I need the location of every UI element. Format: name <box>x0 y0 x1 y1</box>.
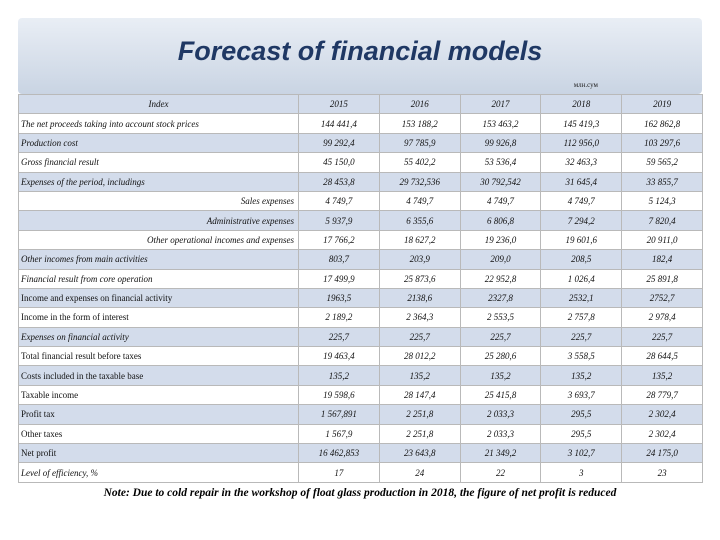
cell-value: 225,7 <box>299 327 380 346</box>
cell-value: 25 873,6 <box>379 269 460 288</box>
header-year: 2017 <box>460 95 541 114</box>
table-header-row <box>19 95 703 114</box>
header-year: 2018 <box>541 95 622 114</box>
cell-value: 17 499,9 <box>299 269 380 288</box>
cell-value: 153 188,2 <box>379 114 460 133</box>
cell-value: 135,2 <box>541 366 622 385</box>
row-label: Other operational incomes and expenses <box>19 230 299 249</box>
row-label: Level of efficiency, % <box>19 463 299 482</box>
cell-value: 20 911,0 <box>622 230 703 249</box>
cell-value: 6 806,8 <box>460 211 541 230</box>
page-title: Forecast of financial models <box>177 36 543 66</box>
cell-value: 3 558,5 <box>541 347 622 366</box>
cell-value: 295,5 <box>541 405 622 424</box>
cell-value: 1 567,891 <box>299 405 380 424</box>
cell-value: 2 189,2 <box>299 308 380 327</box>
cell-value: 135,2 <box>379 366 460 385</box>
cell-value: 3 <box>541 463 622 482</box>
cell-value: 19 601,6 <box>541 230 622 249</box>
cell-value: 803,7 <box>299 250 380 269</box>
table-row <box>19 405 703 424</box>
table-row <box>19 191 703 210</box>
cell-value: 33 855,7 <box>622 172 703 191</box>
row-label: Financial result from core operation <box>19 269 299 288</box>
row-label: Total financial result before taxes <box>19 347 299 366</box>
table-row <box>19 153 703 172</box>
cell-value: 99 292,4 <box>299 133 380 152</box>
table-row <box>19 133 703 152</box>
row-label: Other incomes from main activities <box>19 250 299 269</box>
cell-value: 32 463,3 <box>541 153 622 172</box>
cell-value: 145 419,3 <box>541 114 622 133</box>
cell-value: 45 150,0 <box>299 153 380 172</box>
cell-value: 18 627,2 <box>379 230 460 249</box>
row-label: Expenses on financial activity <box>19 327 299 346</box>
cell-value: 17 <box>299 463 380 482</box>
table-row <box>19 308 703 327</box>
header-year: 2019 <box>622 95 703 114</box>
cell-value: 182,4 <box>622 250 703 269</box>
cell-value: 2 251,8 <box>379 424 460 443</box>
table-row <box>19 424 703 443</box>
row-label: Production cost <box>19 133 299 152</box>
cell-value: 17 766,2 <box>299 230 380 249</box>
cell-value: 6 355,6 <box>379 211 460 230</box>
cell-value: 19 463,4 <box>299 347 380 366</box>
cell-value: 25 891,8 <box>622 269 703 288</box>
cell-value: 2 251,8 <box>379 405 460 424</box>
cell-value: 2327,8 <box>460 288 541 307</box>
currency-unit: млн.сум <box>573 81 598 89</box>
cell-value: 2 978,4 <box>622 308 703 327</box>
row-label: Sales expenses <box>19 191 299 210</box>
cell-value: 162 862,8 <box>622 114 703 133</box>
row-label: Taxable income <box>19 385 299 404</box>
cell-value: 97 785,9 <box>379 133 460 152</box>
row-label: Administrative expenses <box>19 211 299 230</box>
cell-value: 225,7 <box>622 327 703 346</box>
cell-value: 5 124,3 <box>622 191 703 210</box>
cell-value: 28 779,7 <box>622 385 703 404</box>
footnote: Note: Due to cold repair in the workshop of float glass production in 2018, the figure of net profit is reduced <box>103 487 617 499</box>
header-index: Index <box>19 95 299 114</box>
financial-forecast-table <box>18 94 703 483</box>
cell-value: 23 643,8 <box>379 444 460 463</box>
cell-value: 25 280,6 <box>460 347 541 366</box>
cell-value: 59 565,2 <box>622 153 703 172</box>
cell-value: 4 749,7 <box>379 191 460 210</box>
cell-value: 135,2 <box>299 366 380 385</box>
row-label: Income and expenses on financial activity <box>19 288 299 307</box>
table-row <box>19 250 703 269</box>
cell-value: 28 012,2 <box>379 347 460 366</box>
table-row <box>19 327 703 346</box>
table-row <box>19 288 703 307</box>
cell-value: 31 645,4 <box>541 172 622 191</box>
row-label: Net profit <box>19 444 299 463</box>
cell-value: 209,0 <box>460 250 541 269</box>
row-label: Income in the form of interest <box>19 308 299 327</box>
cell-value: 3 102,7 <box>541 444 622 463</box>
cell-value: 2138,6 <box>379 288 460 307</box>
unit-row <box>18 80 702 94</box>
cell-value: 19 236,0 <box>460 230 541 249</box>
cell-value: 7 820,4 <box>622 211 703 230</box>
cell-value: 2 033,3 <box>460 405 541 424</box>
cell-value: 7 294,2 <box>541 211 622 230</box>
cell-value: 1 567,9 <box>299 424 380 443</box>
cell-value: 225,7 <box>460 327 541 346</box>
cell-value: 22 952,8 <box>460 269 541 288</box>
table-row <box>19 385 703 404</box>
cell-value: 2 364,3 <box>379 308 460 327</box>
cell-value: 135,2 <box>622 366 703 385</box>
cell-value: 21 349,2 <box>460 444 541 463</box>
cell-value: 28 147,4 <box>379 385 460 404</box>
table-row <box>19 269 703 288</box>
row-label: Profit tax <box>19 405 299 424</box>
cell-value: 4 749,7 <box>541 191 622 210</box>
cell-value: 225,7 <box>541 327 622 346</box>
cell-value: 208,5 <box>541 250 622 269</box>
table-row <box>19 444 703 463</box>
row-label: Gross financial result <box>19 153 299 172</box>
cell-value: 153 463,2 <box>460 114 541 133</box>
table-row <box>19 366 703 385</box>
row-label: The net proceeds taking into account stock prices <box>19 114 299 133</box>
cell-value: 2532,1 <box>541 288 622 307</box>
cell-value: 2 302,4 <box>622 424 703 443</box>
cell-value: 22 <box>460 463 541 482</box>
cell-value: 99 926,8 <box>460 133 541 152</box>
cell-value: 1 026,4 <box>541 269 622 288</box>
cell-value: 23 <box>622 463 703 482</box>
cell-value: 16 462,853 <box>299 444 380 463</box>
cell-value: 295,5 <box>541 424 622 443</box>
cell-value: 29 732,536 <box>379 172 460 191</box>
cell-value: 4 749,7 <box>299 191 380 210</box>
table-row <box>19 211 703 230</box>
table-row <box>19 114 703 133</box>
row-label: Expenses of the period, includings <box>19 172 299 191</box>
cell-value: 203,9 <box>379 250 460 269</box>
cell-value: 55 402,2 <box>379 153 460 172</box>
table-row <box>19 347 703 366</box>
cell-value: 28 644,5 <box>622 347 703 366</box>
cell-value: 2 302,4 <box>622 405 703 424</box>
cell-value: 1963,5 <box>299 288 380 307</box>
cell-value: 144 441,4 <box>299 114 380 133</box>
cell-value: 30 792,542 <box>460 172 541 191</box>
cell-value: 5 937,9 <box>299 211 380 230</box>
cell-value: 25 415,8 <box>460 385 541 404</box>
row-label: Costs included in the taxable base <box>19 366 299 385</box>
cell-value: 24 <box>379 463 460 482</box>
cell-value: 112 956,0 <box>541 133 622 152</box>
cell-value: 53 536,4 <box>460 153 541 172</box>
cell-value: 28 453,8 <box>299 172 380 191</box>
cell-value: 225,7 <box>379 327 460 346</box>
header-year: 2015 <box>299 95 380 114</box>
table-row <box>19 172 703 191</box>
header-year: 2016 <box>379 95 460 114</box>
cell-value: 3 693,7 <box>541 385 622 404</box>
cell-value: 2752,7 <box>622 288 703 307</box>
cell-value: 135,2 <box>460 366 541 385</box>
cell-value: 2 757,8 <box>541 308 622 327</box>
cell-value: 4 749,7 <box>460 191 541 210</box>
table-row <box>19 463 703 482</box>
table-row <box>19 230 703 249</box>
cell-value: 19 598,6 <box>299 385 380 404</box>
cell-value: 2 553,5 <box>460 308 541 327</box>
row-label: Other taxes <box>19 424 299 443</box>
cell-value: 2 033,3 <box>460 424 541 443</box>
cell-value: 103 297,6 <box>622 133 703 152</box>
cell-value: 24 175,0 <box>622 444 703 463</box>
